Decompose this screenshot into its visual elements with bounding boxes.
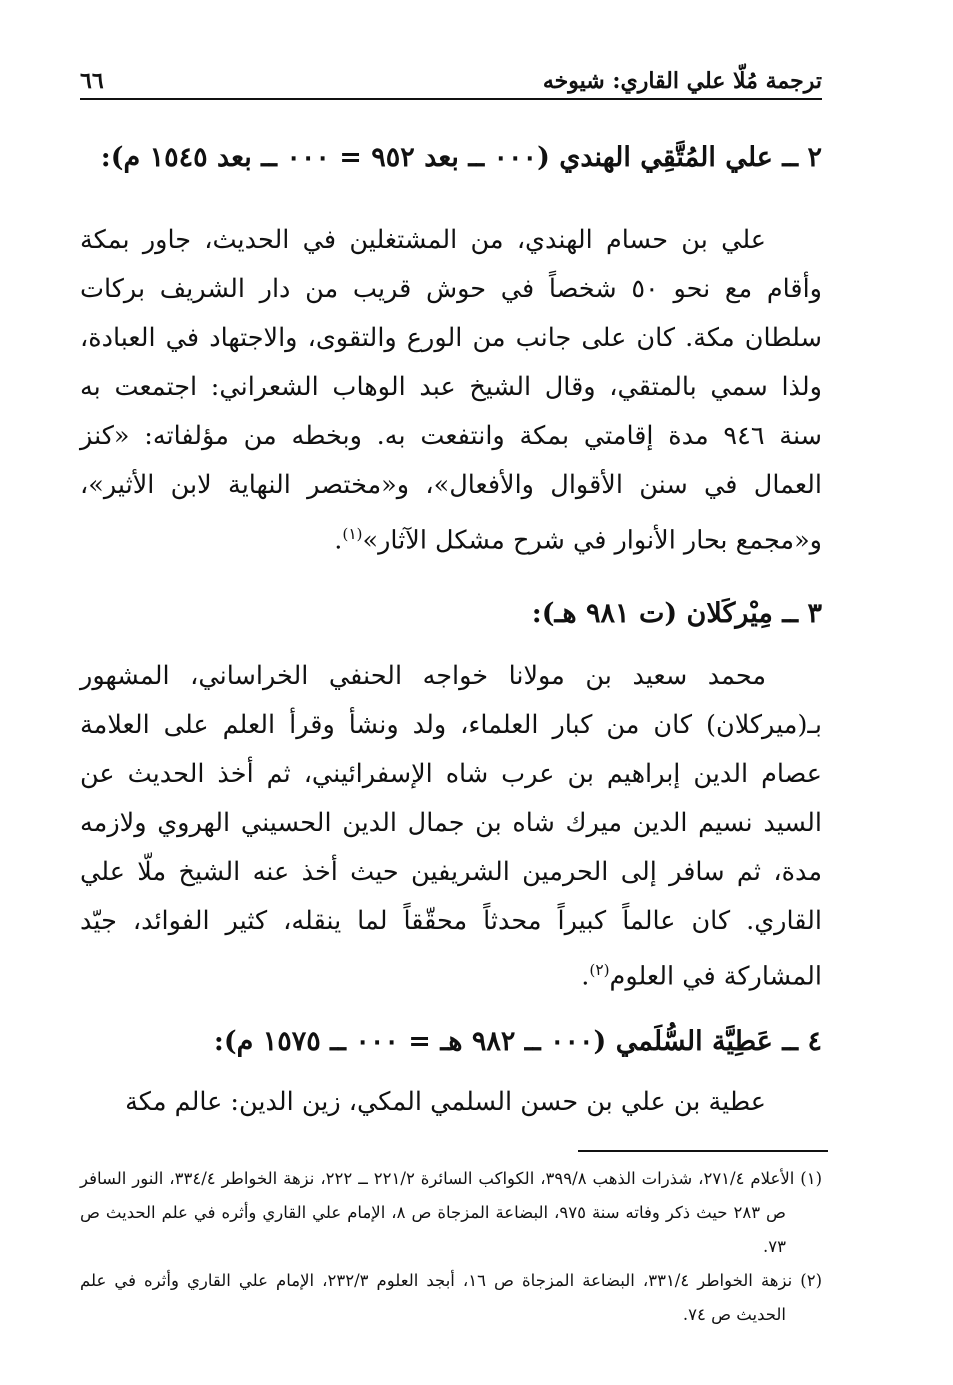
running-header: [80, 58, 822, 94]
entry-heading-4: ٤ ــ عَطِيَّة السُّلَمي (٠٠٠ ــ ٩٨٢ هـ = ٠٠٠ ــ ١٥٧٥ م):: [213, 1026, 822, 1057]
footnote-ref: (٢): [589, 961, 610, 979]
entry-body-2: علي بن حسام الهندي، من المشتغلين في الحديث، جاور بمكة وأقام مع نحو ٥٠ شخصاً في حوش قريب من دار الشريف بركات سلطان مكة. كان على جانب من الورع والتقوى، والاجتهاد في العبادة، ولذا سمي بالمتقي، وقال الشيخ عبد الوهاب الشعراني: اجتمعت به سنة ٩٤٦ مدة إقامتي بمكة وانتفعت به. وبخطه من مؤلفاته: «كنز العمال في سنن الأقوال والأفعال»، و«مختصر النهاية لابن الأثير»، و«مجمع بحار الأنوار في شرح مشكل الآثار»$^{(١)}$.: [80, 225, 823, 556]
entry-body-3: محمد سعيد بن مولانا خواجه الحنفي الخراساني، المشهور بـ(ميركلان) كان من كبار العلماء، ولد ونشأ وقرأ العلم على العلامة عصام الدين إبراهيم بن عرب شاه الإسفرائيني، ثم أخذ الحديث عن السيد نسيم الدين ميرك شاه بن جمال الدين الحسيني الهروي ولازمه مدة، ثم سافر إلى الحرمين الشريفين حيث أخذ عنه الشيخ ملّا علي القاري. كان عالماً كبيراً محدثاً محقّقاً لما ينقله، كثير الفوائد، جيّد المشاركة في العلوم$^{(٢)}$.: [80, 661, 822, 992]
running-title: ترجمة مُلّا علي القاري: شيوخه: [542, 68, 822, 94]
footnote-2: (٢) نزهة الخواطر ٣٣١/٤، البضاعة المزجاة ص ١٦، أبجد العلوم ٢٣٢/٣، الإمام علي القاري وأثره في علم الحديث ص ٧٤.: [80, 1271, 822, 1324]
entry-body-4: [80, 1078, 822, 1127]
footnote-rule: [578, 1150, 828, 1152]
entry-body-text: محمد سعيد بن مولانا خواجه الحنفي الخراساني، المشهور بـ(ميركلان) كان من كبار العلماء، ولد ونشأ وقرأ العلم على العلامة عصام الدين إبراهيم بن عرب شاه الإسفرائيني، ثم أخذ الحديث عن السيد نسيم الدين ميرك شاه بن جمال الدين الحسيني الهروي ولازمه مدة، ثم سافر إلى الحرمين الشريفين حيث أخذ عنه الشيخ ملّا علي القاري. كان عالماً كبيراً محدثاً محقّقاً لما ينقله، كثير الفوائد، جيّد المشاركة في العلوم: [80, 661, 822, 992]
entry-body-text: علي بن حسام الهندي، من المشتغلين في الحديث، جاور بمكة وأقام مع نحو ٥٠ شخصاً في حوش قريب من دار الشريف بركات سلطان مكة. كان على جانب من الورع والتقوى، والاجتهاد في العبادة، ولذا سمي بالمتقي، وقال الشيخ عبد الوهاب الشعراني: اجتمعت به سنة ٩٤٦ مدة إقامتي بمكة وانتفعت به. وبخطه من مؤلفاته: «كنز العمال في سنن الأقوال والأفعال»، و«مختصر النهاية لابن الأثير»، و«مجمع بحار الأنوار في شرح مشكل الآثار»: [80, 225, 823, 556]
entry-heading-2: ٢ ــ علي المُتَّقِي الهندي (٠٠٠ ــ بعد ٩٥٢ = ٠٠٠ ــ بعد ١٥٤٥ م):: [100, 142, 822, 173]
entry-body-text: عطية بن علي بن حسن السلمي المكي، زين الدين: عالم مكة: [125, 1087, 766, 1117]
footnote-ref: (١): [342, 525, 363, 543]
entry-heading-3: ٣ ــ مِيْركَلان (ت ٩٨١ هـ):: [531, 598, 822, 629]
header-rule: [80, 98, 822, 100]
page-number: ٦٦: [80, 68, 104, 94]
footnote-1: (١) الأعلام ٢٧١/٤، شذرات الذهب ٣٩٩/٨، الكواكب السائرة ٢٢١/٢ ــ ٢٢٢، نزهة الخواطر ٣٣٤/٤، النور السافر ص ٢٨٣ حيث ذكر وفاته سنة ٩٧٥، البضاعة المزجاة ص ٨، الإمام علي القاري وأثره في علم الحديث ص ٧٣.: [80, 1169, 822, 1256]
footnotes: [80, 1162, 822, 1332]
